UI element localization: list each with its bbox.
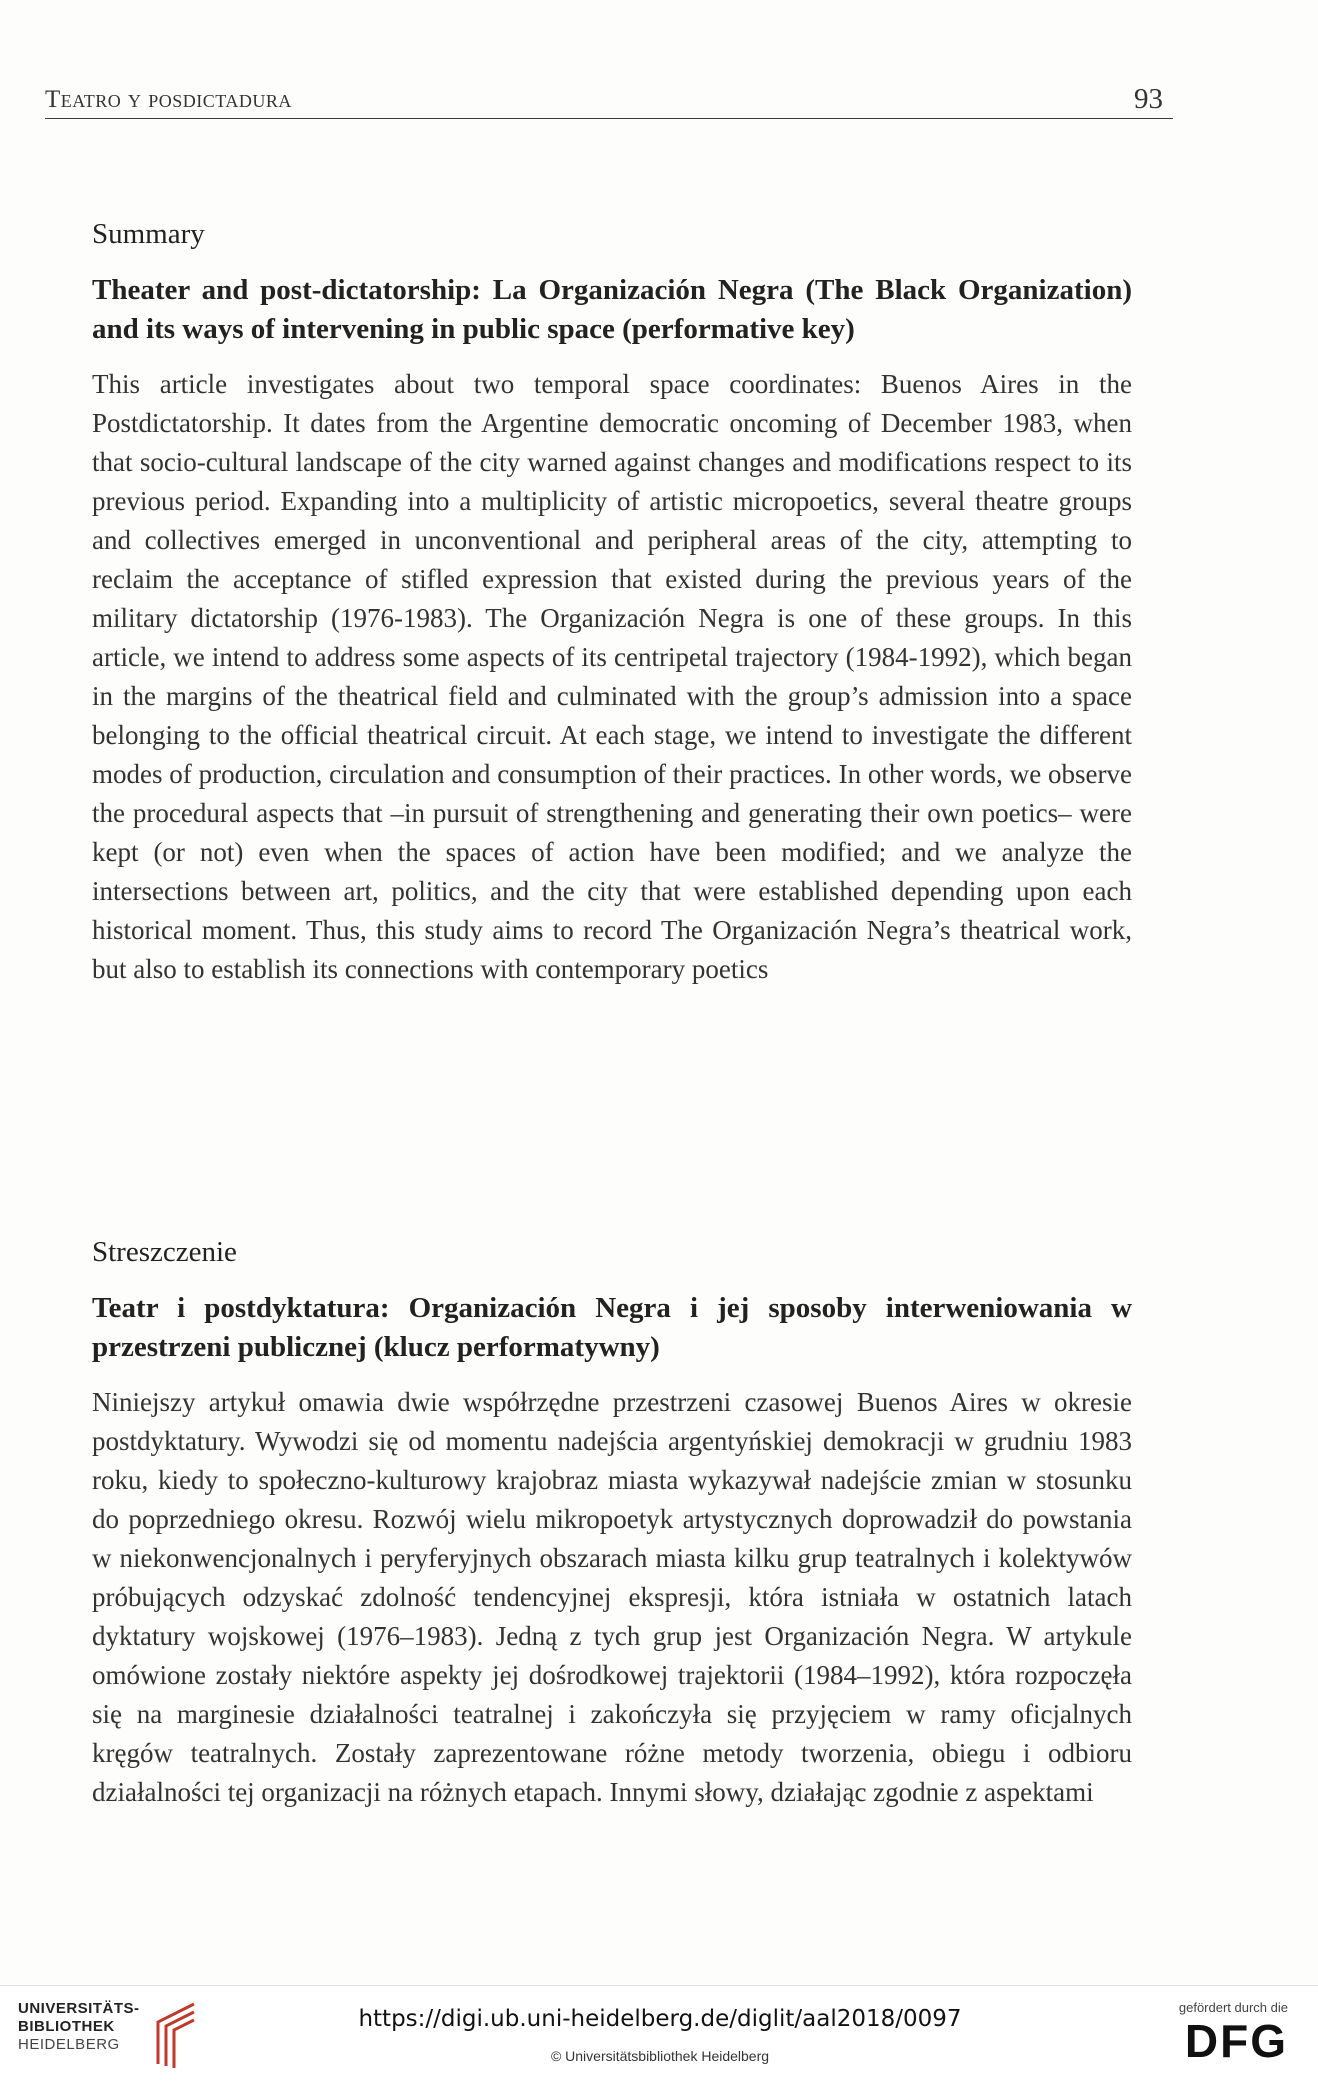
library-name-line2: BIBLIOTHEK bbox=[18, 2018, 115, 2035]
digitization-footer bbox=[0, 1985, 1318, 2086]
summary-heading: Summary bbox=[92, 218, 205, 250]
streszczenie-section bbox=[92, 1236, 1132, 1812]
streszczenie-abstract: Niniejszy artykuł omawia dwie współrzędne przestrzeni czasowej Buenos Aires w okresie postdyktatury. Wywodzi się od momentu nadejścia argentyńskiej demokracji w grudniu 1983 roku, kiedy to społeczno-kulturowy krajobraz miasta wykazywał nadejście zmian w stosunku do poprzedniego okresu. Rozwój wielu mikropoetyk artystycznych doprowadził do powstania w niekonwencjonalnych i peryferyjnych obszarach miasta kilku grup teatralnych i kolektywów próbujących odzyskać zdolność tendencyjnej ekspresji, która istniała w ostatnich latach dyktatury wojskowej (1976–1983). Jedną z tych grup jest Organización Negra. W artykule omówione zostały niektóre aspekty jej dośrodkowej trajektorii (1984–1992), która rozpoczęła się na marginesie działalności teatralnej i zakończyła się przyjęciem w ramy oficjalnych kręgów teatralnych. Zostały zaprezentowane różne metody tworzenia, obiegu i odbioru działalności tej organizacji na różnych etapach. Innymi słowy, działając zgodnie z aspektami bbox=[92, 1387, 1132, 1807]
permalink-url[interactable]: https://digi.ub.uni-heidelberg.de/diglit/aal2018/0097 bbox=[358, 2006, 962, 2032]
dfg-funding-logo[interactable] bbox=[1148, 2000, 1288, 2076]
library-name-line1: UNIVERSITÄTS- bbox=[18, 2000, 140, 2017]
page-number: 93 bbox=[1134, 83, 1163, 115]
funded-by-label: gefördert durch die bbox=[1178, 2000, 1288, 2015]
copyright-notice: © Universitätsbibliothek Heidelberg bbox=[550, 2048, 770, 2064]
summary-article-title: Theater and post-dictatorship: La Organización Negra (The Black Organization) and its ways of intervening in public space (performative key) bbox=[92, 274, 1132, 345]
running-title: Teatro y posdictadura bbox=[45, 86, 292, 113]
streszczenie-heading: Streszczenie bbox=[92, 1236, 237, 1268]
running-head bbox=[45, 78, 1173, 119]
university-library-logo[interactable] bbox=[18, 2000, 198, 2072]
summary-section bbox=[92, 218, 1132, 989]
streszczenie-article-title: Teatr i postdyktatura: Organización Negra i jej sposoby interweniowania w przestrzeni publicznej (klucz performatywny) bbox=[92, 1292, 1132, 1363]
library-emblem-icon bbox=[154, 2000, 200, 2070]
summary-abstract: This article investigates about two temporal space coordinates: Buenos Aires in the Postdictatorship. It dates from the Argentine democratic oncoming of December 1983, when that socio-cultural landscape of the city warned against changes and modifications respect to its previous period. Expanding into a multiplicity of artistic micropoetics, several theatre groups and collectives emerged in unconventional and peripheral areas of the city, attempting to reclaim the acceptance of stifled expression that existed during the previous years of the military dictatorship (1976-1983). The Organización Negra is one of these groups. In this article, we intend to address some aspects of its centripetal trajectory (1984-1992), which began in the margins of the theatrical field and culminated with the group’s admission into a space belonging to the official theatrical circuit. At each stage, we intend to investigate the different modes of production, circulation and consumption of their practices. In other words, we observe the procedural aspects that –in pursuit of strengthening and generating their own poetics– were kept (or not) even when the spaces of action have been modified; and we analyze the intersections between art, politics, and the city that were established depending upon each historical moment. Thus, this study aims to record The Organización Negra’s theatrical work, but also to establish its connections with contemporary poetics bbox=[92, 369, 1132, 984]
dfg-logo-text: DFG bbox=[1184, 2015, 1288, 2067]
library-name-line3: HEIDELBERG bbox=[18, 2036, 120, 2053]
